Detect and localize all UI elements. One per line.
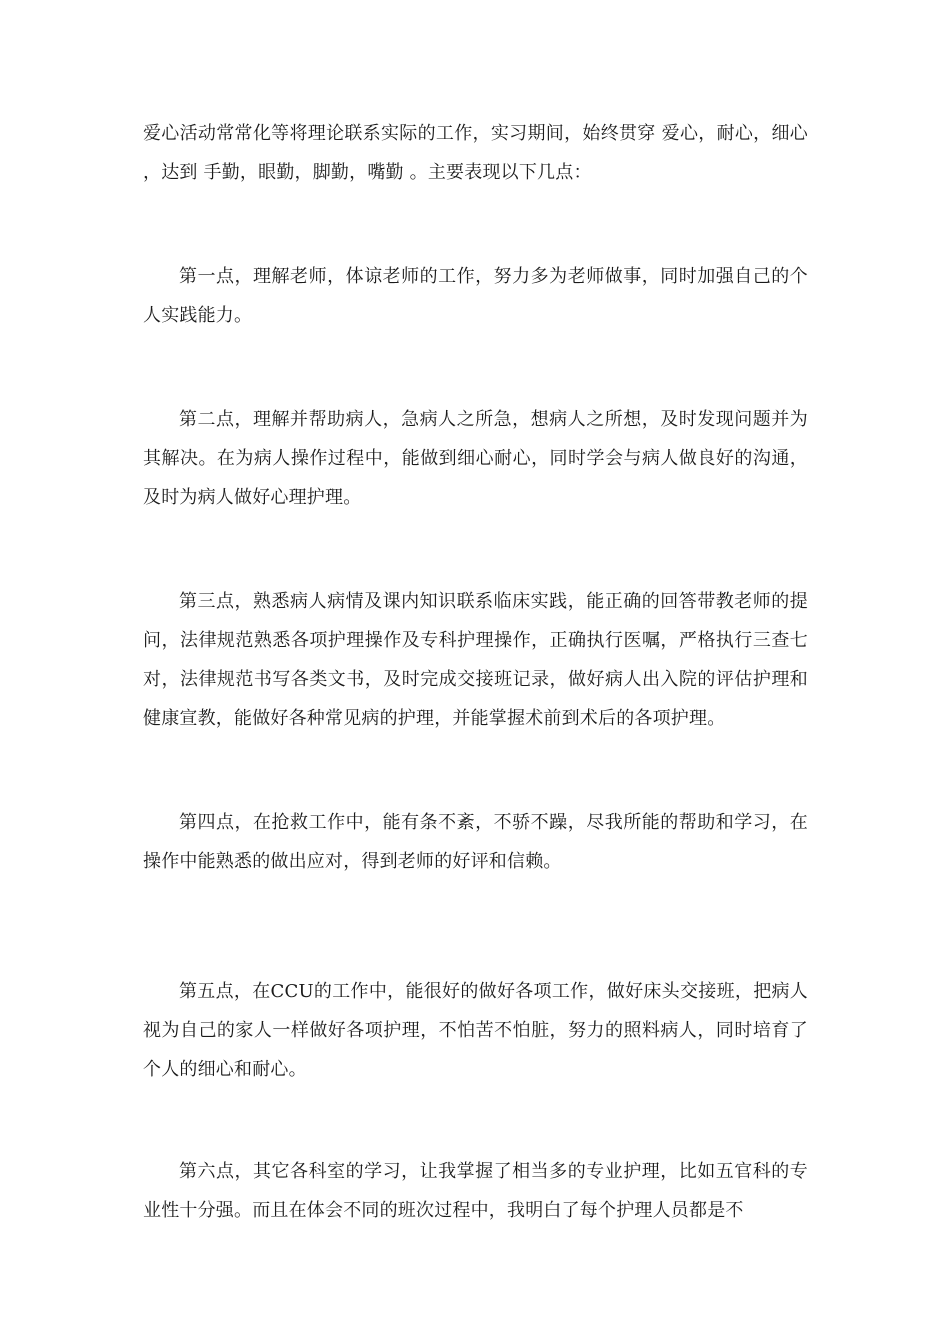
paragraph-point-6: 第六点，其它各科室的学习，让我掌握了相当多的专业护理，比如五官科的专业性十分强。而且在体会不同的班次过程中，我明白了每个护理人员都是不 bbox=[143, 1161, 808, 1221]
paragraph-point-5: 第五点，在CCU的工作中，能很好的做好各项工作，做好床头交接班，把病人视为自己的家人一样做好各项护理，不怕苦不怕脏，努力的照料病人，同时培育了个人的细心和耐心。 bbox=[143, 981, 808, 1080]
paragraph-point-1: 第一点，理解老师，体谅老师的工作，努力多为老师做事，同时加强自己的个人实践能力。 bbox=[143, 266, 808, 326]
paragraph-point-4: 第四点，在抢救工作中，能有条不紊，不骄不躁，尽我所能的帮助和学习，在操作中能熟悉的做出应对，得到老师的好评和信赖。 bbox=[143, 812, 808, 872]
paragraph-intro: 爱心活动常常化等将理论联系实际的工作，实习期间，始终贯穿 爱心，耐心，细心 ，达到 手勤，眼勤，脚勤，嘴勤 。主要表现以下几点： bbox=[143, 123, 808, 183]
paragraph-point-3: 第三点，熟悉病人病情及课内知识联系临床实践，能正确的回答带教老师的提问，法律规范熟悉各项护理操作及专科护理操作，正确执行医嘱，严格执行三查七对，法律规范书写各类文书，及时完成交接班记录，做好病人出入院的评估护理和健康宣教，能做好各种常见病的护理，并能掌握术前到术后的各项护理。 bbox=[143, 591, 808, 729]
paragraph-point-2: 第二点，理解并帮助病人，急病人之所急，想病人之所想，及时发现问题并为其解决。在为病人操作过程中，能做到细心耐心，同时学会与病人做良好的沟通，及时为病人做好心理护理。 bbox=[143, 409, 808, 508]
